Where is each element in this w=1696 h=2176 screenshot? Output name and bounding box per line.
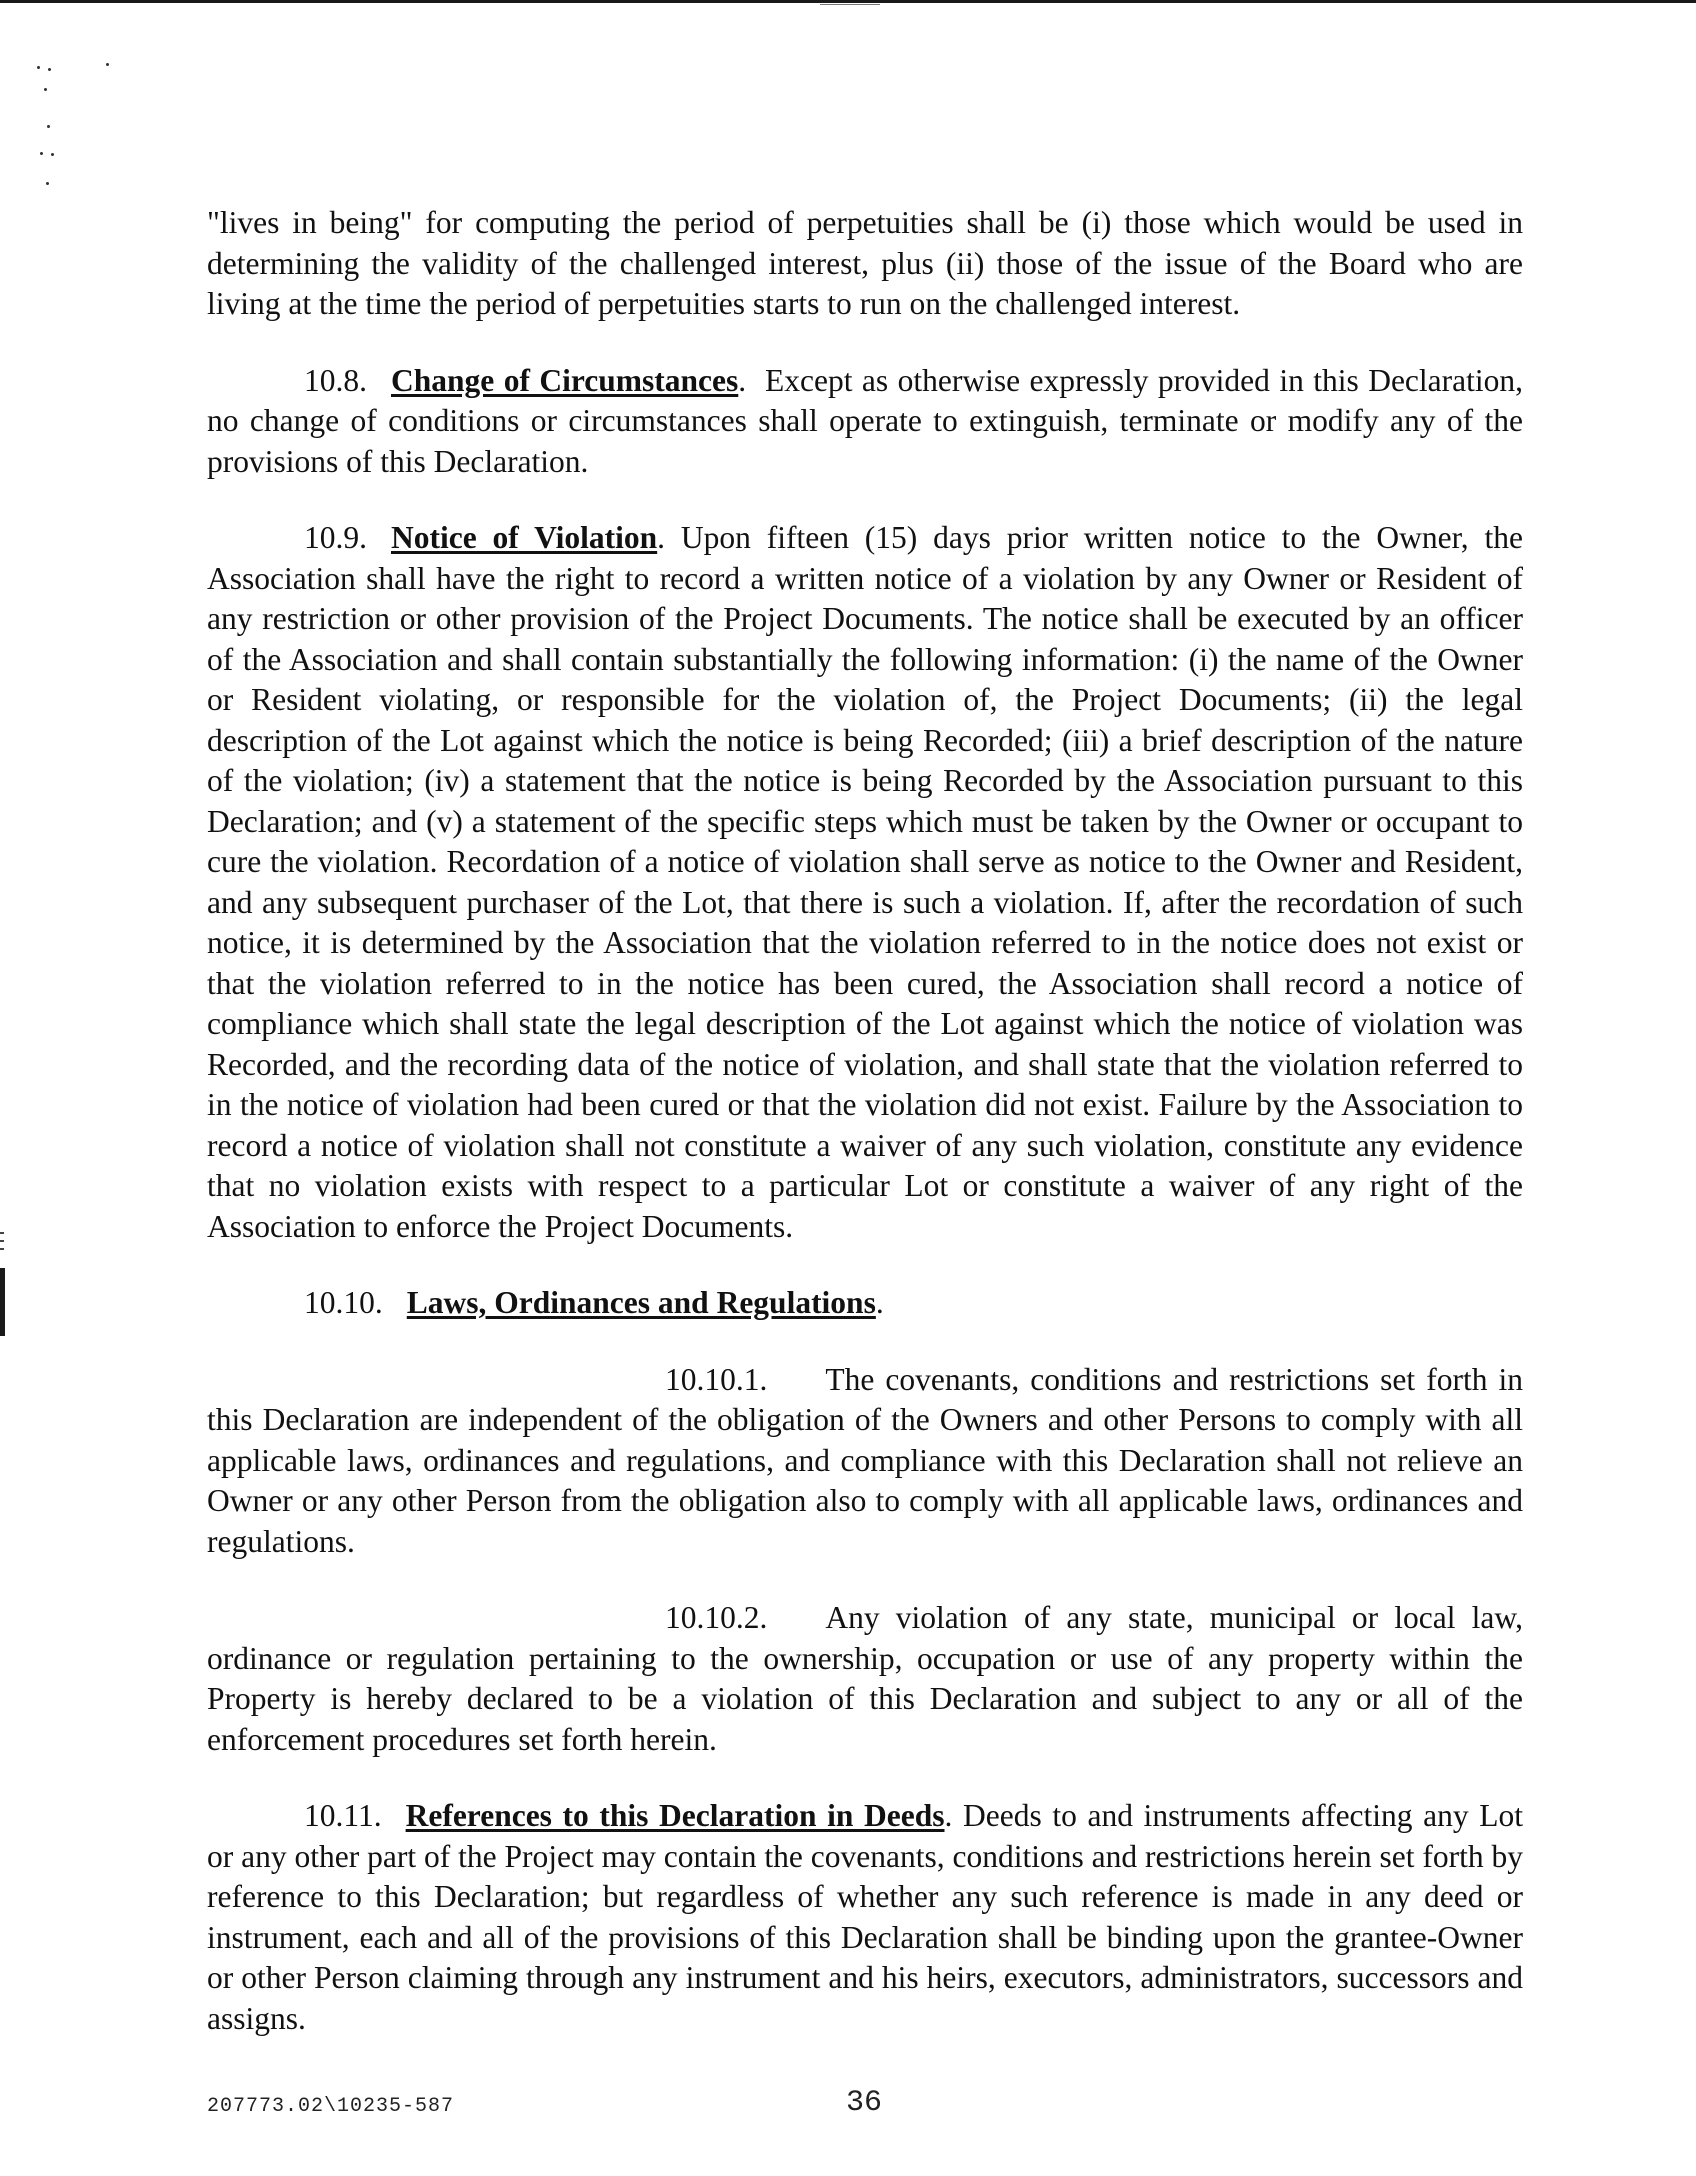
- document-body: [207, 203, 1523, 2075]
- subsection-10-10-1: [207, 1360, 1523, 1563]
- scan-speck: [46, 182, 49, 185]
- section-heading: References to this Declaration in Deeds: [405, 1798, 945, 1833]
- scan-speck: [48, 68, 51, 71]
- heading-terminator: .: [657, 520, 666, 555]
- section-10-11: [207, 1796, 1523, 2039]
- scan-edge-mark: [0, 1248, 4, 1250]
- section-number: 10.10.: [304, 1285, 383, 1320]
- scan-top-rule-fragment: [820, 4, 880, 5]
- page-number: 36: [846, 2086, 883, 2120]
- heading-terminator: .: [875, 1285, 884, 1320]
- scan-speck: [47, 125, 50, 128]
- section-10-8: [207, 361, 1523, 483]
- heading-terminator: .: [738, 362, 747, 398]
- section-body: Upon fifteen (15) days prior written notice to the Owner, the Association shall have the right to record a written notice of a violation by any Owner or Resident of any restriction or other provision of the Project Documents. The notice shall be executed by an officer of the Association and shall contain substantially the following information: (i) the name of the Owner or Resident violating, or responsible for the violation of, the Project Documents; (ii) the legal description of the Lot against which the notice is being Recorded; (iii) a brief description of the nature of the violation; (iv) a statement that the notice is being Recorded by the Association pursuant to this Declaration; and (v) a statement of the specific steps which must be taken by the Owner or occupant to cure the violation. Recordation of a notice of violation shall serve as notice to the Owner and Resident, and any subsequent purchaser of the Lot, that there is such a violation. If, after the recordation of such notice, it is determined by the Association that the violation referred to in the notice does not exist or that the violation referred to in the notice has been cured, the Association shall record a notice of compliance which shall state the legal description of the Lot against which the notice of violation was Recorded, and the recording data of the notice of violation, and shall state that the violation referred to in the notice of violation had been cured or that the violation did not exist. Failure by the Association to record a notice of violation shall not constitute a waiver of any such violation, constitute any evidence that no violation exists with respect to a particular Lot or constitute a waiver of any right of the Association to enforce the Project Documents.: [207, 520, 1524, 1244]
- subsection-10-10-2: [207, 1598, 1523, 1760]
- subsection-body: Any violation of any state, municipal or local law, ordinance or regulation pertaining to the ownership, occupation or use of any property within the Property is hereby declared to be a violation of this Declaration and subject to any or all of the enforcement procedures set forth herein.: [207, 1600, 1523, 1757]
- section-body: Deeds to and instruments affecting any Lot or any other part of the Project may contain the covenants, conditions and restrictions herein set forth by reference to this Declaration; but regardless of whether any such reference is made in any deed or instrument, each and all of the provisions of this Declaration shall be binding upon the grantee-Owner or other Person claiming through any instrument and his heirs, executors, administrators, successors and assigns.: [207, 1798, 1523, 2036]
- section-number: 10.8.: [304, 362, 367, 398]
- scan-edge-mark: [0, 1232, 4, 1234]
- scan-speck: [44, 88, 47, 91]
- subsection-number: 10.10.2.: [665, 1600, 768, 1635]
- scan-edge-bar: [0, 1268, 5, 1336]
- section-number: 10.11.: [304, 1798, 382, 1833]
- scan-speck: [51, 153, 54, 156]
- footer-document-id: 207773.02\10235-587: [207, 2095, 455, 2118]
- intro-paragraph: "lives in being" for computing the period of perpetuities shall be (i) those which would be used in determining the validity of the challenged interest, plus (ii) those of the issue of the Board who are living at the time the period of perpetuities starts to run on the challenged interest.: [207, 205, 1523, 321]
- section-10-10: [207, 1283, 1523, 1324]
- scan-speck: [40, 152, 43, 155]
- subsection-body: The covenants, conditions and restrictions set forth in this Declaration are independent of the obligation of the Owners and other Persons to comply with all applicable laws, ordinances and regulations, and compliance with this Declaration shall not relieve an Owner or any other Person from the obligation also to comply with all applicable laws, ordinances and regulations.: [207, 1361, 1523, 1559]
- section-body: Except as otherwise expressly provided in this Declaration, no change of conditions or circumstances shall operate to extinguish, terminate or modify any of the provisions of this Declaration.: [207, 362, 1523, 479]
- section-number: 10.9.: [304, 520, 367, 555]
- section-10-9: [207, 518, 1523, 1247]
- section-heading: Change of Circumstances: [391, 362, 739, 398]
- subsection-number: 10.10.1.: [665, 1361, 768, 1397]
- scan-speck: [37, 66, 40, 69]
- scan-speck: [106, 63, 109, 66]
- section-heading: Notice of Violation: [391, 520, 658, 555]
- heading-terminator: .: [944, 1798, 953, 1833]
- scan-edge-mark: [0, 1240, 4, 1242]
- scan-top-rule: [0, 0, 1696, 3]
- section-heading: Laws, Ordinances and Regulations: [406, 1285, 876, 1320]
